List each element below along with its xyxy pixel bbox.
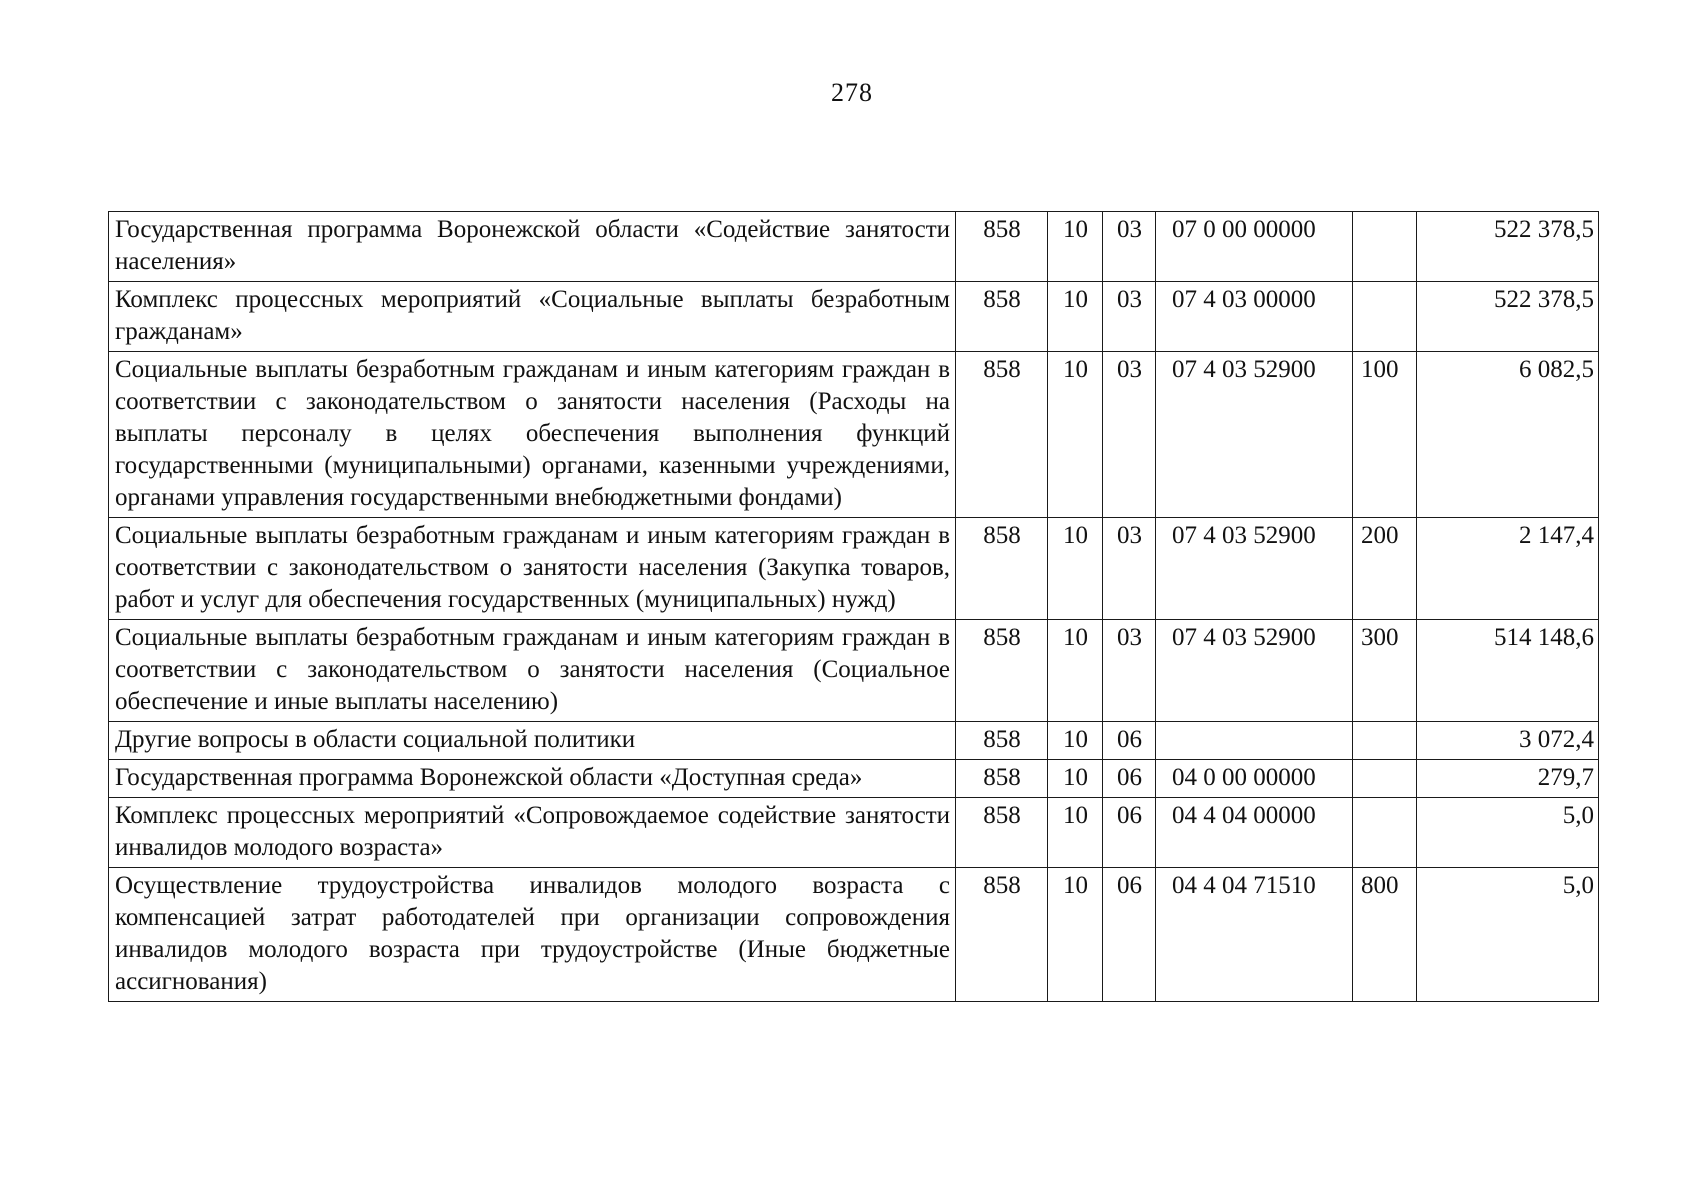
ministry-code: 858 <box>956 282 1048 352</box>
row-name: Комплекс процессных мероприятий «Социальные выплаты безработным гражданам» <box>109 282 956 352</box>
subsection-code: 03 <box>1103 518 1156 620</box>
section-code: 10 <box>1048 518 1103 620</box>
amount: 279,7 <box>1417 760 1599 798</box>
budget-table <box>108 211 1599 1002</box>
ministry-code: 858 <box>956 518 1048 620</box>
row-name: Социальные выплаты безработным гражданам и иным категориям граждан в соответствии с законодательством о занятости населения (Расходы на выплаты персоналу в целях обеспечения выполнения функций государственными (муниципальными) органами, казенными учреждениями, органами управления государственными внебюджетными фондами) <box>109 352 956 518</box>
target-code: 07 4 03 00000 <box>1156 282 1353 352</box>
expense-type <box>1353 798 1417 868</box>
section-code: 10 <box>1048 282 1103 352</box>
amount: 5,0 <box>1417 868 1599 1002</box>
amount: 522 378,5 <box>1417 212 1599 282</box>
section-code: 10 <box>1048 722 1103 760</box>
target-code: 07 0 00 00000 <box>1156 212 1353 282</box>
target-code: 07 4 03 52900 <box>1156 518 1353 620</box>
table-row <box>109 518 1599 620</box>
subsection-code: 03 <box>1103 352 1156 518</box>
expense-type: 800 <box>1353 868 1417 1002</box>
row-name: Другие вопросы в области социальной политики <box>109 722 956 760</box>
target-code: 07 4 03 52900 <box>1156 352 1353 518</box>
target-code: 04 4 04 00000 <box>1156 798 1353 868</box>
row-name: Государственная программа Воронежской области «Доступная среда» <box>109 760 956 798</box>
expense-type <box>1353 282 1417 352</box>
ministry-code: 858 <box>956 722 1048 760</box>
expense-type: 300 <box>1353 620 1417 722</box>
subsection-code: 06 <box>1103 722 1156 760</box>
ministry-code: 858 <box>956 352 1048 518</box>
section-code: 10 <box>1048 212 1103 282</box>
subsection-code: 06 <box>1103 868 1156 1002</box>
subsection-code: 03 <box>1103 282 1156 352</box>
row-name: Государственная программа Воронежской области «Содействие занятости населения» <box>109 212 956 282</box>
table-row <box>109 282 1599 352</box>
table-row <box>109 868 1599 1002</box>
section-code: 10 <box>1048 868 1103 1002</box>
table-row <box>109 352 1599 518</box>
section-code: 10 <box>1048 798 1103 868</box>
expense-type <box>1353 212 1417 282</box>
table-row <box>109 212 1599 282</box>
page-number: 278 <box>831 78 873 107</box>
expense-type <box>1353 760 1417 798</box>
expense-type: 100 <box>1353 352 1417 518</box>
amount: 5,0 <box>1417 798 1599 868</box>
row-name: Социальные выплаты безработным гражданам и иным категориям граждан в соответствии с законодательством о занятости населения (Закупка товаров, работ и услуг для обеспечения государственных (муниципальных) нужд) <box>109 518 956 620</box>
subsection-code: 06 <box>1103 760 1156 798</box>
subsection-code: 03 <box>1103 620 1156 722</box>
amount: 514 148,6 <box>1417 620 1599 722</box>
row-name: Социальные выплаты безработным гражданам и иным категориям граждан в соответствии с законодательством о занятости населения (Социальное обеспечение и иные выплаты населению) <box>109 620 956 722</box>
amount: 6 082,5 <box>1417 352 1599 518</box>
amount: 3 072,4 <box>1417 722 1599 760</box>
target-code: 04 0 00 00000 <box>1156 760 1353 798</box>
target-code: 07 4 03 52900 <box>1156 620 1353 722</box>
target-code: 04 4 04 71510 <box>1156 868 1353 1002</box>
table-row <box>109 722 1599 760</box>
expense-type <box>1353 722 1417 760</box>
ministry-code: 858 <box>956 798 1048 868</box>
table-row <box>109 798 1599 868</box>
target-code <box>1156 722 1353 760</box>
ministry-code: 858 <box>956 868 1048 1002</box>
row-name: Комплекс процессных мероприятий «Сопровождаемое содействие занятости инвалидов молодого возраста» <box>109 798 956 868</box>
amount: 2 147,4 <box>1417 518 1599 620</box>
table-row <box>109 620 1599 722</box>
table-row <box>109 760 1599 798</box>
section-code: 10 <box>1048 620 1103 722</box>
subsection-code: 03 <box>1103 212 1156 282</box>
ministry-code: 858 <box>956 212 1048 282</box>
ministry-code: 858 <box>956 760 1048 798</box>
section-code: 10 <box>1048 352 1103 518</box>
row-name: Осуществление трудоустройства инвалидов молодого возраста с компенсацией затрат работодателей при организации сопровождения инвалидов молодого возраста при трудоустройстве (Иные бюджетные ассигнования) <box>109 868 956 1002</box>
section-code: 10 <box>1048 760 1103 798</box>
subsection-code: 06 <box>1103 798 1156 868</box>
ministry-code: 858 <box>956 620 1048 722</box>
amount: 522 378,5 <box>1417 282 1599 352</box>
expense-type: 200 <box>1353 518 1417 620</box>
